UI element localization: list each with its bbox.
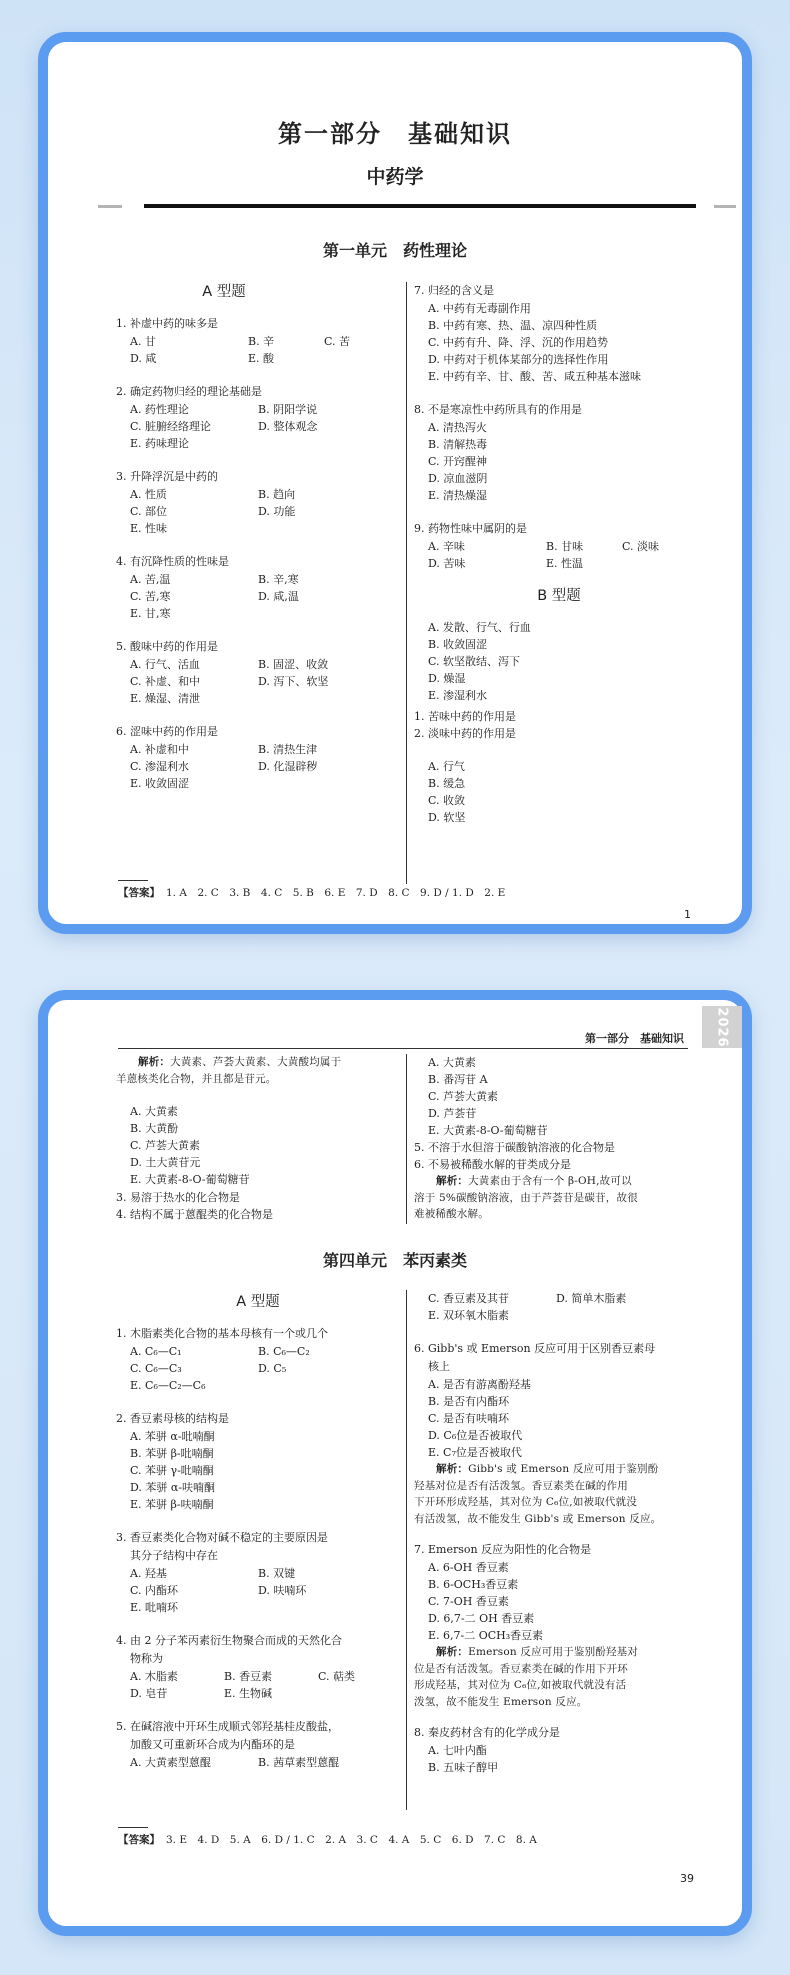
option: C. 内酯环 [130,1584,179,1597]
option: C. 软坚散结、泻下 [428,655,521,668]
option: B. 清解热毒 [428,438,488,451]
question-stem: 7. 归经的含义是 [414,284,494,297]
option-group [414,758,704,826]
question [116,1529,400,1616]
section-heading-b: B 型题 [537,588,581,604]
option: C. C₆—C₃ [130,1362,182,1375]
question-stem: 5. 酸味中药的作用是 [116,640,218,653]
analysis-text: 泼氢，故不能发生 Emerson 反应。 [414,1695,588,1708]
question [116,1410,400,1513]
option: D. C₅ [258,1362,287,1375]
option: D. 凉血滋阴 [428,472,488,485]
column-divider [406,282,407,884]
year-tab [702,1006,742,1048]
section-heading-a: A 型题 [236,1294,280,1310]
option: D. 泻下、软坚 [258,675,329,688]
question-stem: 2. 香豆素母核的结构是 [116,1412,229,1425]
option: B. 缓急 [428,777,466,790]
option: A. 药性理论 [130,403,189,416]
option: C. 萜类 [318,1670,356,1683]
option: C. 收敛 [428,794,466,807]
option: B. 茜草素型蒽醌 [258,1756,340,1769]
option: E. 性温 [546,557,584,570]
question-stem: 6. 涩味中药的作用是 [116,725,218,738]
option: D. 功能 [258,505,296,518]
title-rule-right [714,205,736,208]
option: B. 阴阳学说 [258,403,318,416]
option: D. 苦味 [428,557,466,570]
question [116,638,332,707]
option: E. 中药有辛、甘、酸、苦、咸五种基本滋味 [428,370,642,383]
analysis-label: 解析： [436,1175,469,1187]
option: B. C₆—C₂ [258,1345,310,1358]
option: A. 苦,温 [130,573,171,586]
option: A. 大黄素型蒽醌 [130,1756,211,1769]
option: A. 发散、行气、行血 [428,621,531,634]
option: A. 七叶内酯 [428,1744,487,1757]
option: A. 中药有无毒副作用 [428,302,531,315]
running-head: 第一部分 基础知识 [585,1032,684,1045]
answers-rule [118,880,148,881]
option: B. 番泻苷 A [428,1073,488,1086]
option: D. 皂苷 [130,1687,168,1700]
question-stem: 加酸又可重新环合成为内酯环的是 [130,1738,295,1751]
option: E. 渗湿利水 [428,689,488,702]
option: D. 软坚 [428,811,466,824]
option: A. 6-OH 香豆素 [428,1561,509,1574]
question [116,1325,400,1394]
question [414,401,704,504]
question-stem: 6. 不易被稀酸水解的苷类成分是 [414,1158,571,1171]
year-tab-text: 2026 [714,1006,730,1048]
option: C. 补虚、和中 [130,675,201,688]
option: E. 酸 [248,352,275,365]
option: E. 性味 [130,522,168,535]
question-stem: 核上 [428,1360,450,1373]
option: A. 清热泻火 [428,421,487,434]
top-left-column [116,1054,400,1223]
question-stem: 3. 升降浮沉是中药的 [116,470,218,483]
option: E. C₇位是否被取代 [428,1446,522,1459]
analysis [414,1461,704,1478]
question-stem: 3. 香豆素类化合物对碱不稳定的主要原因是 [116,1531,328,1544]
question-stem: 8. 秦皮药材含有的化学成分是 [414,1726,560,1739]
question-stem: 1. 苦味中药的作用是 [414,710,516,723]
option: E. 双环氧木脂素 [428,1309,510,1322]
question-stem: 2. 淡味中药的作用是 [414,727,516,740]
unit-title: 第一单元 药性理论 [322,241,467,260]
option: E. 燥湿、清泄 [130,692,201,705]
option: B. 趋向 [258,488,296,501]
question [116,723,332,792]
option: D. 苯骈 α-呋喃酮 [130,1481,216,1494]
option: C. 苦,寒 [130,590,171,603]
option: D. 咸 [130,352,157,365]
analysis-text: 难被稀酸水解。 [414,1208,489,1220]
option: E. 清热燥湿 [428,489,488,502]
question-stem: 其分子结构中存在 [130,1549,218,1562]
option: A. 性质 [130,488,167,501]
option: C. 部位 [130,505,168,518]
column-divider-top [406,1054,407,1224]
answer-key [118,1832,537,1847]
option: A. 补虚和中 [130,743,189,756]
answer-key-label: 【答案】 [118,887,160,899]
page-number: 1 [684,908,691,921]
option: C. 开窍醒神 [428,455,488,468]
section-heading-a: A 型题 [202,284,246,300]
question [414,1541,704,1710]
option: C. 是否有呋喃环 [428,1412,510,1425]
answer-key [118,885,505,900]
question [414,282,704,385]
option: C. 芦荟大黄素 [130,1139,201,1152]
question-stem: 6. Gibb's 或 Emerson 反应可用于区别香豆素母 [414,1342,656,1355]
analysis-text: Gibb's 或 Emerson 反应可用于鉴别酚 [468,1463,659,1475]
option: A. 辛味 [428,540,465,553]
question [116,1718,400,1771]
option: B. 收敛固涩 [428,638,488,651]
option: B. 苯骈 β-吡喃酮 [130,1447,214,1460]
option: D. 6,7-二 OH 香豆素 [428,1612,535,1625]
option: D. 简单木脂素 [556,1292,627,1305]
option: C. 芦荟大黄素 [428,1090,499,1103]
option: E. 收敛固涩 [130,777,190,790]
option: D. 咸,温 [258,590,299,603]
option: A. 是否有游离酚羟基 [428,1378,531,1391]
analysis-text: 有活泼氢，故不能发生 Gibb's 或 Emerson 反应。 [414,1512,662,1525]
subject-title: 中药学 [366,166,424,188]
option: B. 中药有寒、热、温、凉四种性质 [428,319,598,332]
option: E. 6,7-二 OCH₃香豆素 [428,1629,544,1642]
analysis [414,1644,704,1661]
option: A. 甘 [130,335,156,348]
analysis-text: 大黄素由于含有一个 β-OH,故可以 [468,1175,632,1187]
part-title: 第一部分 基础知识 [278,119,512,148]
top-right-column [414,1054,704,1223]
option: C. 香豆素及其苷 [428,1292,510,1305]
option: A. 行气 [428,760,465,773]
option: D. 化湿辟秽 [258,760,318,773]
column-divider [406,1290,407,1810]
answer-key-text: 3. E 4. D 5. A 6. D / 1. C 2. A 3. C 4. A 5. C 6. D 7. C 8. A [166,1834,537,1846]
question-stem: 3. 易溶于热水的化合物是 [116,1191,240,1204]
unit-title: 第四单元 苯丙素类 [322,1251,467,1270]
question-stem: 1. 补虚中药的味多是 [116,317,218,330]
left-column [116,1290,400,1787]
option: C. 中药有升、降、浮、沉的作用趋势 [428,336,609,349]
option: B. 甘味 [546,540,584,553]
question-stem: 1. 木脂素类化合物的基本母核有一个或几个 [116,1327,328,1340]
option: B. 辛,寒 [258,573,299,586]
option: B. 是否有内酯环 [428,1395,510,1408]
running-head-rule [118,1048,688,1049]
page-card-1 [38,32,752,934]
page-card-2 [38,990,752,1936]
option: B. 6-OCH₃香豆素 [428,1578,519,1591]
analysis-label: 解析： [138,1056,171,1068]
option: E. 吡喃环 [130,1601,179,1614]
option: B. 清热生津 [258,743,318,756]
analysis-text: 大黄素、芦荟大黄素、大黄酸均属于 [170,1056,342,1068]
option: D. 中药对于机体某部分的选择性作用 [428,353,609,366]
option: E. 生物碱 [224,1687,273,1700]
question-stem: 4. 有沉降性质的性味是 [116,555,229,568]
option: B. 双键 [258,1567,296,1580]
title-rule [144,204,696,208]
option: D. 芦荟苷 [428,1107,477,1120]
question-stem: 8. 不是寒凉性中药所具有的作用是 [414,403,582,416]
option: D. 呋喃环 [258,1584,307,1597]
option-group [414,619,704,704]
option: E. 大黄素-8-O-葡萄糖苷 [428,1124,548,1137]
question-stem: 9. 药物性味中属阴的是 [414,522,527,535]
question-stem: 2. 确定药物归经的理论基础是 [116,385,262,398]
analysis-text: 溶于 5%碳酸钠溶液，由于芦荟苷是碳苷，故很 [414,1191,638,1204]
analysis-text: 下开环形成羟基，其对位为 C₆位,如被取代就没 [414,1496,638,1508]
left-column [116,280,351,808]
option: A. 大黄素 [428,1056,476,1069]
option: E. 苯骈 β-呋喃酮 [130,1498,214,1511]
option: A. 羟基 [130,1567,167,1580]
analysis-label: 解析： [436,1463,469,1475]
answers-rule [118,1827,148,1828]
option: B. 五味子醇甲 [428,1761,499,1774]
answer-key-text: 1. A 2. C 3. B 4. C 5. B 6. E 7. D 8. C 9. D / 1. D 2. E [166,887,506,899]
option: D. 燥湿 [428,672,466,685]
analysis-text: 羊蒽核类化合物，并且都是苷元。 [116,1072,277,1085]
option: C. 苯骈 γ-吡喃酮 [130,1464,214,1477]
question [116,1632,400,1702]
analysis-label: 解析： [436,1646,469,1658]
question [414,520,704,572]
question [116,383,332,452]
title-rule-left [98,205,122,208]
analysis-text: 形成羟基，其对位为 C₆位,如被取代就没有活 [414,1679,627,1691]
question-stem: 5. 在碱溶液中开环生成顺式邻羟基桂皮酸盐， [116,1720,339,1733]
option: E. C₆—C₂—C₆ [130,1379,206,1392]
option: B. 大黄酚 [130,1122,179,1135]
option: E. 药味理论 [130,437,190,450]
question-continuation [414,1290,704,1324]
question [116,468,332,537]
option: D. C₆位是否被取代 [428,1429,523,1442]
option: A. 行气、活血 [130,658,200,671]
option: A. C₆—C₁ [130,1345,182,1358]
option: E. 甘,寒 [130,607,171,620]
question [116,315,351,367]
option: D. 土大黄苷元 [130,1156,201,1169]
analysis-text: 羟基对位是否有活泼氢。香豆素类在碱的作用 [414,1479,628,1492]
question-stem: 4. 结构不属于蒽醌类的化合物是 [116,1208,273,1221]
option: C. 脏腑经络理论 [130,420,212,433]
question-stem: 7. Emerson 反应为阳性的化合物是 [414,1543,592,1556]
analysis [414,1173,704,1190]
option: C. 苦 [324,335,351,348]
question [116,553,332,622]
analysis-text: 位是否有活泼氢。香豆素类在碱的作用下开环 [414,1662,628,1675]
right-column [414,1290,704,1792]
page-number: 39 [680,1872,694,1885]
question [414,1340,704,1527]
question-stem: 4. 由 2 分子苯丙素衍生物聚合而成的天然化合 [116,1634,342,1647]
option: B. 香豆素 [224,1670,273,1683]
option: A. 大黄素 [130,1105,178,1118]
option-group [414,1054,704,1139]
question-stem: 物称为 [130,1652,163,1665]
option: B. 固涩、收敛 [258,658,329,671]
option: C. 渗湿利水 [130,760,190,773]
question-stem: 5. 不溶于水但溶于碳酸钠溶液的化合物是 [414,1141,615,1154]
analysis [116,1054,400,1071]
option: D. 整体观念 [258,420,318,433]
option: C. 7-OH 香豆素 [428,1595,509,1608]
option: A. 木脂素 [130,1670,178,1683]
option: E. 大黄素-8-O-葡萄糖苷 [130,1173,250,1186]
option: C. 淡味 [622,540,660,553]
question [414,1724,704,1776]
analysis-text: Emerson 反应可用于鉴别酚羟基对 [468,1646,639,1658]
option: A. 苯骈 α-吡喃酮 [130,1430,215,1443]
option: B. 辛 [248,335,275,348]
answer-key-label: 【答案】 [118,1834,160,1846]
right-column [414,282,704,826]
option-group [116,1103,400,1188]
